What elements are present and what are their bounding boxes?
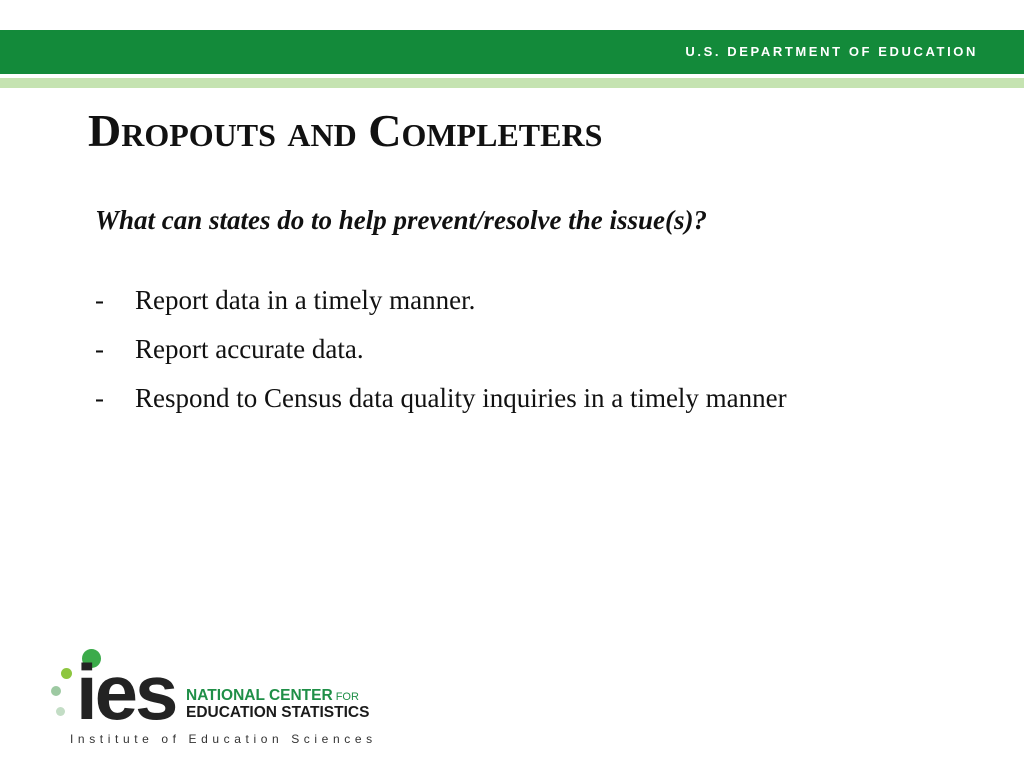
nces-name-line2: EDUCATION STATISTICS: [186, 704, 370, 721]
logo-dot-icon: [56, 707, 65, 716]
bullet-marker: -: [95, 285, 104, 315]
header-band: [0, 30, 1024, 74]
ies-nces-logo: [48, 645, 388, 755]
ies-tagline: Institute of Education Sciences: [70, 732, 377, 746]
bullet-item: [95, 331, 895, 367]
bullet-item: [95, 380, 895, 416]
bullet-text: Report data in a timely manner.: [135, 285, 476, 315]
logo-dot-icon: [51, 686, 61, 696]
nces-national-center: NATIONAL CENTER: [186, 687, 333, 704]
slide-subtitle: What can states do to help prevent/resolve the issue(s)?: [95, 205, 707, 235]
nces-name-line1: [186, 688, 359, 705]
nces-for: FOR: [335, 691, 359, 703]
header-accent-band: [0, 78, 1024, 88]
bullet-text: Respond to Census data quality inquiries in a timely manner: [135, 383, 787, 413]
bullet-item: [95, 282, 895, 318]
bullet-marker: -: [95, 383, 104, 413]
ies-wordmark: ies: [76, 648, 176, 736]
bullet-marker: -: [95, 334, 104, 364]
bullet-list: [95, 282, 895, 429]
department-name: U.S. DEPARTMENT OF EDUCATION: [685, 44, 978, 59]
logo-dot-icon: [61, 668, 72, 679]
top-margin: [0, 0, 1024, 30]
bullet-text: Report accurate data.: [135, 334, 364, 364]
slide-title: Dropouts and Completers: [88, 105, 603, 156]
